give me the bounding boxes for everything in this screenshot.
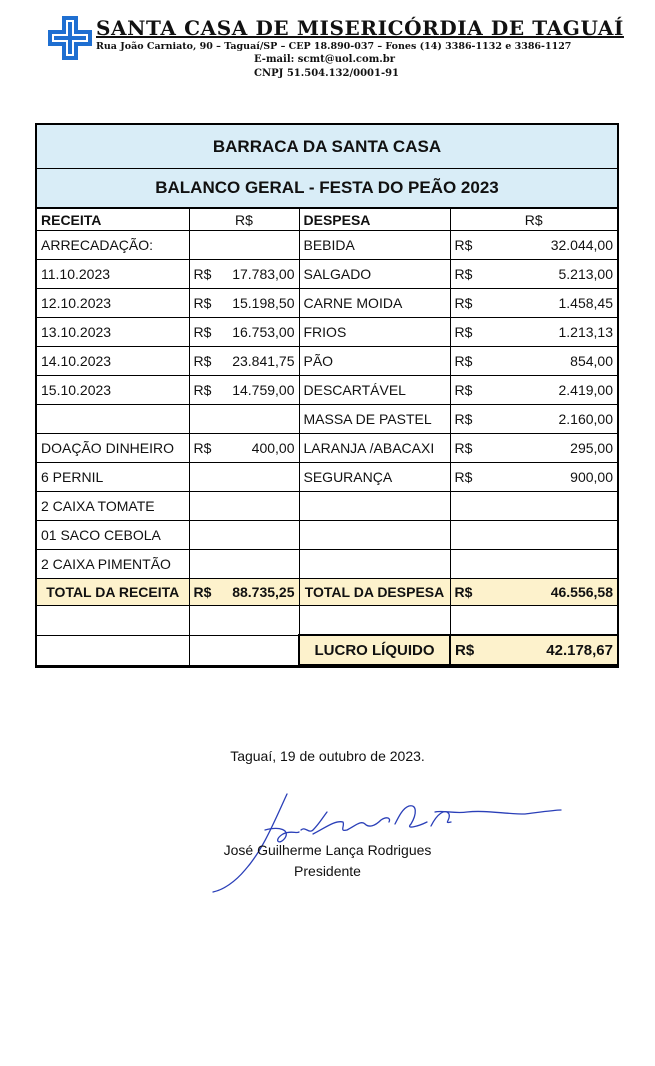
despesa-amount — [450, 347, 617, 376]
despesa-amount — [450, 318, 617, 347]
header-receita: RECEITA — [37, 209, 189, 231]
spacer-cell — [189, 606, 299, 636]
receita-item: 01 SACO CEBOLA — [37, 521, 189, 550]
receita-value: 16.753,00 — [232, 324, 295, 340]
receita-item: 13.10.2023 — [37, 318, 189, 347]
despesa-value: 295,00 — [570, 440, 613, 456]
despesa-currency: R$ — [454, 324, 473, 340]
table-row — [37, 550, 617, 579]
table-row — [37, 318, 617, 347]
balance-table — [37, 208, 617, 666]
total-despesa-amount — [450, 579, 617, 606]
despesa-value: 900,00 — [570, 469, 613, 485]
spacer-cell — [299, 606, 450, 636]
totals-row — [37, 579, 617, 606]
despesa-currency: R$ — [454, 411, 473, 427]
receita-item: 11.10.2023 — [37, 260, 189, 289]
despesa-currency: R$ — [454, 469, 473, 485]
institution-address: Rua João Carniato, 90 – Taguaí/SP – CEP 18.890-037 – Fones (14) 3386-1132 e 3386-1127 — [96, 41, 572, 52]
place-date: Taguaí, 19 de outubro de 2023. — [230, 748, 425, 764]
receita-currency: R$ — [193, 266, 212, 282]
receita-currency: R$ — [193, 324, 212, 340]
spacer-row — [37, 606, 617, 636]
balance-sheet — [35, 123, 619, 668]
santa-casa-cross-logo-icon — [48, 16, 92, 60]
despesa-item: SEGURANÇA — [299, 463, 450, 492]
table-row — [37, 405, 617, 434]
table-row — [37, 434, 617, 463]
despesa-value: 32.044,00 — [550, 237, 613, 253]
table-row — [37, 231, 617, 260]
despesa-amount — [450, 405, 617, 434]
despesa-value: 5.213,00 — [558, 266, 613, 282]
table-row — [37, 289, 617, 318]
spacer-cell — [37, 635, 189, 665]
table-row — [37, 347, 617, 376]
despesa-value: 1.213,13 — [558, 324, 613, 340]
despesa-item: LARANJA /ABACAXI — [299, 434, 450, 463]
header-receita-currency: R$ — [189, 209, 299, 231]
total-receita-value: 88.735,25 — [232, 584, 295, 600]
despesa-amount — [450, 492, 617, 521]
spacer-cell — [37, 606, 189, 636]
total-despesa-value: 46.556,58 — [550, 584, 613, 600]
despesa-currency: R$ — [454, 266, 473, 282]
receita-item: DOAÇÃO DINHEIRO — [37, 434, 189, 463]
receita-currency: R$ — [193, 440, 212, 456]
despesa-amount — [450, 260, 617, 289]
header-despesa: DESPESA — [299, 209, 450, 231]
despesa-amount — [450, 550, 617, 579]
receita-amount — [189, 318, 299, 347]
receita-value: 400,00 — [251, 440, 295, 456]
total-despesa-currency: R$ — [454, 584, 473, 600]
receita-amount — [189, 405, 299, 434]
receita-item: 14.10.2023 — [37, 347, 189, 376]
despesa-item: FRIOS — [299, 318, 450, 347]
spacer-cell — [189, 635, 299, 665]
despesa-amount — [450, 231, 617, 260]
receita-amount — [189, 347, 299, 376]
despesa-item: BEBIDA — [299, 231, 450, 260]
receita-value: 14.759,00 — [232, 382, 295, 398]
table-row — [37, 376, 617, 405]
despesa-item — [299, 550, 450, 579]
despesa-currency: R$ — [454, 237, 473, 253]
despesa-currency: R$ — [454, 440, 473, 456]
despesa-item: CARNE MOIDA — [299, 289, 450, 318]
table-row — [37, 492, 617, 521]
receita-item: 2 CAIXA PIMENTÃO — [37, 550, 189, 579]
receita-amount — [189, 492, 299, 521]
institution-name: SANTA CASA DE MISERICÓRDIA DE TAGUAÍ — [96, 16, 624, 40]
table-row — [37, 463, 617, 492]
total-receita-label: TOTAL DA RECEITA — [37, 579, 189, 606]
receita-item — [37, 405, 189, 434]
despesa-item: MASSA DE PASTEL — [299, 405, 450, 434]
despesa-item — [299, 492, 450, 521]
institution-email: E-mail: scmt@uol.com.br — [254, 54, 396, 65]
receita-amount — [189, 463, 299, 492]
despesa-amount — [450, 289, 617, 318]
lucro-row — [37, 635, 617, 665]
signatory-role: Presidente — [294, 863, 361, 879]
receita-item: 6 PERNIL — [37, 463, 189, 492]
receita-currency: R$ — [193, 353, 212, 369]
receita-amount — [189, 521, 299, 550]
receita-amount — [189, 550, 299, 579]
lucro-value: 42.178,67 — [546, 641, 613, 659]
despesa-item: SALGADO — [299, 260, 450, 289]
spacer-cell — [450, 606, 617, 636]
receita-amount — [189, 260, 299, 289]
despesa-currency: R$ — [454, 295, 473, 311]
despesa-value: 1.458,45 — [558, 295, 613, 311]
despesa-amount — [450, 521, 617, 550]
despesa-amount — [450, 434, 617, 463]
receita-amount — [189, 231, 299, 260]
receita-currency: R$ — [193, 295, 212, 311]
despesa-currency: R$ — [454, 353, 473, 369]
institution-cnpj: CNPJ 51.504.132/0001-91 — [254, 68, 400, 79]
despesa-value: 2.160,00 — [558, 411, 613, 427]
lucro-amount — [450, 635, 617, 665]
receita-item: ARRECADAÇÃO: — [37, 231, 189, 260]
total-receita-amount — [189, 579, 299, 606]
despesa-item — [299, 521, 450, 550]
report-title: BARRACA DA SANTA CASA — [37, 125, 617, 169]
lucro-currency: R$ — [455, 641, 475, 659]
receita-amount — [189, 289, 299, 318]
table-row — [37, 260, 617, 289]
table-header-row — [37, 209, 617, 231]
table-row — [37, 521, 617, 550]
receita-currency: R$ — [193, 382, 212, 398]
despesa-item: DESCARTÁVEL — [299, 376, 450, 405]
despesa-value: 854,00 — [570, 353, 613, 369]
receita-value: 23.841,75 — [232, 353, 295, 369]
receita-value: 15.198,50 — [232, 295, 295, 311]
despesa-amount — [450, 376, 617, 405]
total-despesa-label: TOTAL DA DESPESA — [299, 579, 450, 606]
receita-value: 17.783,00 — [232, 266, 295, 282]
total-receita-currency: R$ — [193, 584, 212, 600]
receita-amount — [189, 434, 299, 463]
despesa-currency: R$ — [454, 382, 473, 398]
despesa-amount — [450, 463, 617, 492]
receita-item: 12.10.2023 — [37, 289, 189, 318]
receita-item: 2 CAIXA TOMATE — [37, 492, 189, 521]
receita-amount — [189, 376, 299, 405]
despesa-value: 2.419,00 — [558, 382, 613, 398]
receita-item: 15.10.2023 — [37, 376, 189, 405]
signatory-name: José Guilherme Lança Rodrigues — [223, 842, 432, 858]
report-subtitle: BALANCO GERAL - FESTA DO PEÃO 2023 — [37, 169, 617, 208]
despesa-item: PÃO — [299, 347, 450, 376]
lucro-label: LUCRO LÍQUIDO — [299, 635, 450, 665]
header-despesa-currency: R$ — [450, 209, 617, 231]
